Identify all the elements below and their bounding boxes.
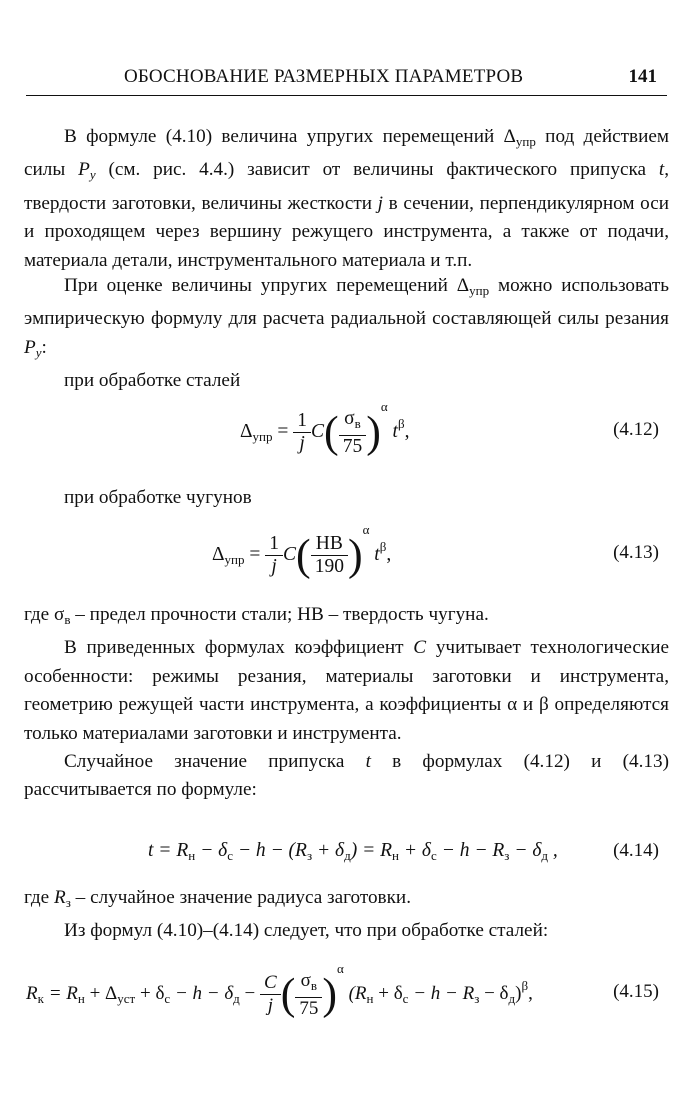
eq-part: = R <box>43 983 78 1004</box>
subscript: з <box>306 848 313 863</box>
text: При оценке величины упругих перемещений Δ <box>64 275 470 296</box>
eq-part: − δ <box>479 983 509 1004</box>
symbol-r: R <box>54 887 66 908</box>
text: , твердости заготовки, величины жесткости <box>24 159 669 214</box>
delta: Δ <box>212 544 225 565</box>
text: под действием силы <box>24 126 669 181</box>
subscript: в <box>354 415 361 431</box>
paragraph-random-allowance <box>24 748 669 805</box>
subscript: з <box>474 991 480 1006</box>
eq-part: + δ <box>312 840 345 861</box>
sigma: σ <box>344 407 355 429</box>
eq-part: , <box>548 840 558 861</box>
numerator: HB <box>311 533 348 556</box>
header-rule <box>26 95 667 96</box>
eq-part: ) = R <box>350 840 393 861</box>
text: Случайное значение припуска <box>64 751 366 773</box>
right-paren: ) <box>366 407 381 457</box>
fraction <box>339 408 367 458</box>
subscript: н <box>392 848 400 863</box>
numerator: 1 <box>265 533 283 556</box>
text: учитывает технологические особенности: режимы резания, материалы заготовки и инструмента, геометрию режущей части инструмента, а коэффициенты α и β определяются только материалами заготовки и инструмента. <box>24 637 669 744</box>
symbol-r: R <box>26 983 38 1004</box>
fraction <box>295 970 322 1020</box>
exponent-beta: β <box>397 416 405 431</box>
equation-number: (4.12) <box>613 419 659 440</box>
denominator: j <box>271 556 277 578</box>
eq-part: − δ <box>509 840 542 861</box>
symbol-p: P <box>24 336 36 358</box>
running-title: ОБОСНОВАНИЕ РАЗМЕРНЫХ ПАРАМЕТРОВ <box>124 66 524 87</box>
numerator: C <box>260 972 281 995</box>
equation-4-13 <box>0 518 693 598</box>
symbol-t: t <box>374 544 380 565</box>
subscript: упр <box>469 283 490 298</box>
left-paren: ( <box>296 530 311 580</box>
left-paren: ( <box>324 407 339 457</box>
symbol-c: C <box>413 637 427 659</box>
denominator: 75 <box>342 435 363 457</box>
equation-4-14 <box>0 838 693 878</box>
subscript: с <box>402 991 409 1006</box>
exponent-beta: β <box>521 978 529 993</box>
subscript: к <box>37 991 44 1006</box>
symbol-c: C <box>283 544 297 565</box>
equation-4-12 <box>0 395 693 475</box>
paragraph-conclusion: Из формул (4.10)–(4.14) следует, что при обработке сталей: <box>64 920 549 942</box>
denominator: 75 <box>299 997 319 1019</box>
right-paren: ) <box>347 530 363 580</box>
symbol-t: t <box>658 159 665 181</box>
equation-number: (4.13) <box>613 542 659 563</box>
page-number: 141 <box>628 66 657 87</box>
exponent-alpha: α <box>362 522 370 537</box>
eq-part: − h − R <box>408 983 475 1004</box>
eq-part: − h − δ <box>170 983 234 1004</box>
text: в формулах (4.12) и (4.13) рассчитывается по формуле: <box>24 751 670 801</box>
denominator: j <box>299 433 305 455</box>
symbol-j: j <box>377 192 384 214</box>
subscript: уст <box>117 991 136 1006</box>
fraction <box>293 410 311 455</box>
paragraph-radius <box>24 884 669 946</box>
subscript: з <box>65 895 71 910</box>
subscript: д <box>344 848 351 863</box>
text: : <box>41 336 47 358</box>
text: (см. рис. 4.4.) зависит от величины фактического припуска <box>95 159 659 181</box>
eq-part: − h − (R <box>232 840 307 861</box>
text: можно использовать эмпирическую формулу для расчета радиальной составляющей силы резания <box>24 275 669 330</box>
subscript: н <box>188 848 196 863</box>
sigma: σ <box>300 969 311 991</box>
subscript: д <box>233 991 240 1006</box>
symbol-t: t <box>365 751 371 773</box>
equation-4-15 <box>0 955 693 1035</box>
exponent-alpha: α <box>337 961 344 976</box>
comma: , <box>404 421 410 442</box>
numerator: 1 <box>293 410 311 433</box>
equation-number: (4.15) <box>613 981 659 1002</box>
subscript: н <box>366 991 374 1006</box>
exponent-beta: β <box>379 539 387 554</box>
eq-part: + Δ <box>84 983 118 1004</box>
right-paren: ) <box>322 969 338 1019</box>
subscript: упр <box>224 552 245 567</box>
subscript: в <box>310 977 318 993</box>
subscript: д <box>541 848 549 863</box>
subscript: с <box>227 848 233 863</box>
paragraph-elastic-displacement <box>24 123 669 275</box>
eq-part: − h − R <box>436 840 505 861</box>
eq-part: ) <box>515 983 522 1004</box>
label-iron: при обработке чугунов <box>64 487 252 508</box>
equation-number: (4.14) <box>613 840 659 861</box>
paragraph-coefficient <box>24 634 669 748</box>
symbol-c: C <box>311 421 325 442</box>
fraction <box>260 972 281 1017</box>
text: где <box>24 887 54 908</box>
subscript: упр <box>252 429 273 444</box>
text: – случайное значение радиуса заготовки. <box>70 887 412 908</box>
subscript: з <box>504 848 510 863</box>
label-iron-container <box>24 484 669 512</box>
subscript: y <box>35 344 42 360</box>
text: где σ <box>24 604 65 625</box>
delta: Δ <box>240 421 253 442</box>
text: В приведенных формулах коэффициент <box>64 637 414 659</box>
subscript: н <box>77 991 85 1006</box>
equals: = <box>249 544 261 565</box>
subscript: с <box>431 848 437 863</box>
subscript: в <box>64 612 71 627</box>
text: В формуле (4.10) величина упругих перемещений Δ <box>64 126 516 147</box>
comma: , <box>386 544 392 565</box>
fraction <box>265 533 283 578</box>
denominator: j <box>267 995 273 1017</box>
label-steel: при обработке сталей <box>64 370 241 392</box>
left-paren: ( <box>280 969 296 1019</box>
subscript: с <box>164 991 171 1006</box>
eq-part: t = R <box>148 840 189 861</box>
eq-part: + δ <box>399 840 431 861</box>
eq-part: − <box>239 983 256 1004</box>
text: в сечении, перпендикулярном оси и проходящем через вершину режущего инструмента, а также от подачи, материала детали, инструментального материала и т.п. <box>24 192 669 271</box>
symbol-t: t <box>392 421 398 442</box>
paragraph-empirical-formula <box>24 272 669 396</box>
eq-part: + δ <box>135 983 165 1004</box>
symbol-p: P <box>78 159 90 181</box>
paragraph-definitions <box>24 601 669 805</box>
subscript: y <box>89 167 96 183</box>
eq-part: + δ <box>373 983 403 1004</box>
comma: , <box>528 983 533 1004</box>
denominator: 190 <box>314 556 344 578</box>
eq-part: − δ <box>195 840 228 861</box>
fraction <box>311 533 348 578</box>
exponent-alpha: α <box>380 399 388 414</box>
subscript: упр <box>515 134 536 149</box>
eq-part: (R <box>343 983 367 1004</box>
text: – предел прочности стали; HB – твердость чугуна. <box>70 604 489 625</box>
subscript: д <box>508 991 516 1006</box>
equals: = <box>277 421 289 442</box>
